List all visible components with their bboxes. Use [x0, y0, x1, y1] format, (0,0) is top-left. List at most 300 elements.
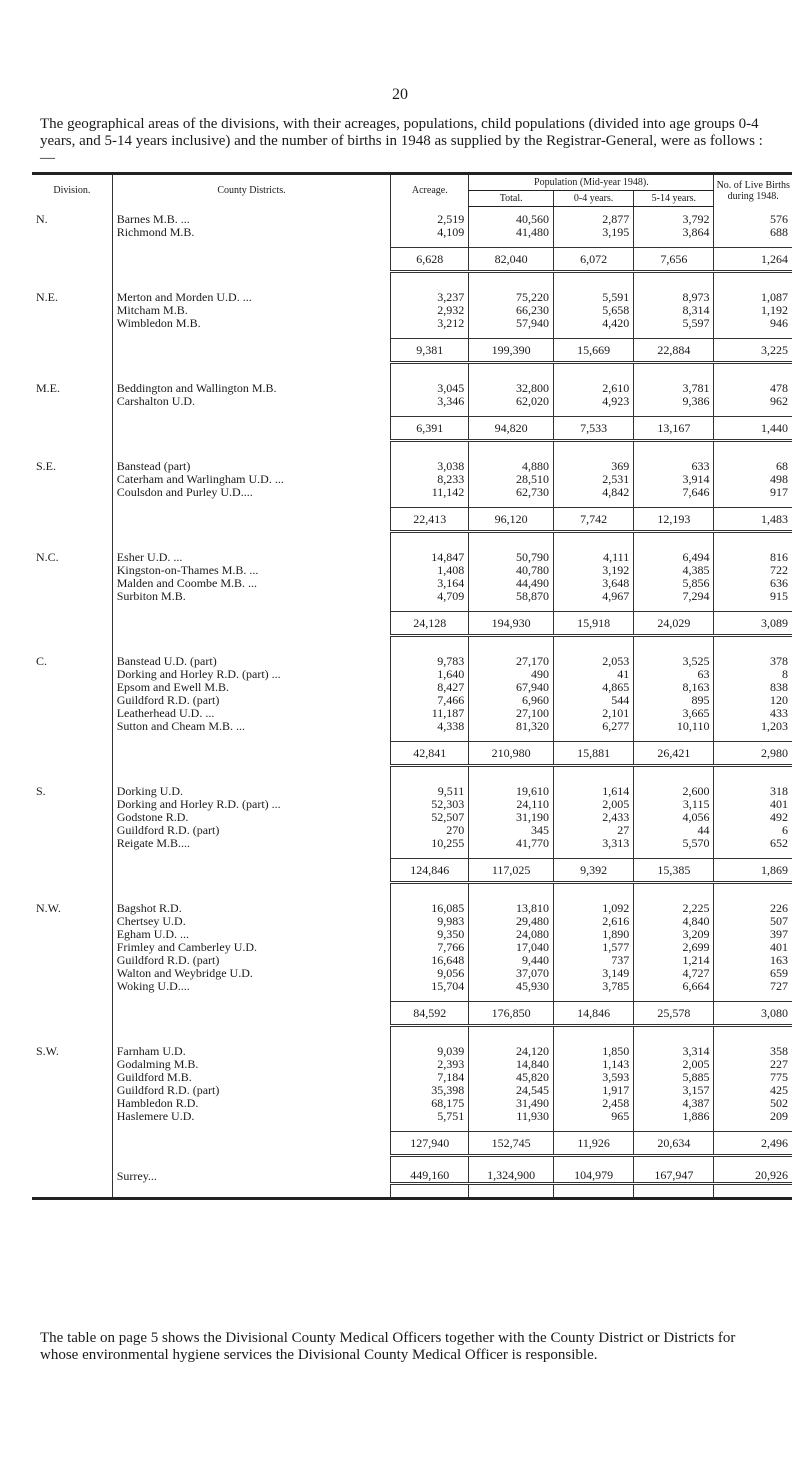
- subtotal-total: 152,745: [469, 1132, 554, 1156]
- blank-cell: [391, 363, 469, 377]
- district-cell: Guildford R.D. (part): [112, 1084, 391, 1097]
- acreage-cell: 9,056: [391, 967, 469, 980]
- blank-cell: [32, 508, 112, 532]
- total-cell: 32,800: [469, 376, 554, 395]
- total-cell: 24,110: [469, 798, 554, 811]
- grand-total-row: [32, 1169, 792, 1184]
- district-cell: Beddington and Wallington M.B.: [112, 376, 391, 395]
- total-cell: 44,490: [469, 577, 554, 590]
- births-cell: 915: [714, 590, 792, 603]
- subtotal-births: 3,225: [714, 339, 792, 363]
- blank-cell: [391, 441, 469, 455]
- acreage-cell: 9,511: [391, 779, 469, 798]
- age-0-4-cell: 965: [553, 1110, 633, 1123]
- age-5-14-cell: 3,665: [634, 707, 714, 720]
- births-cell: 8: [714, 668, 792, 681]
- blank-cell: [634, 603, 714, 612]
- births-cell: 688: [714, 226, 792, 239]
- district-cell: Chertsey U.D.: [112, 915, 391, 928]
- age-0-4-cell: 3,648: [553, 577, 633, 590]
- division-cell: [32, 668, 112, 681]
- blank-cell: [469, 850, 554, 859]
- division-cell: [32, 577, 112, 590]
- births-cell: 1,203: [714, 720, 792, 733]
- table-row: [32, 980, 792, 993]
- blank-cell: [714, 1123, 792, 1132]
- blank-cell: [391, 1156, 469, 1170]
- blank-cell: [32, 499, 112, 508]
- blank-cell: [469, 1026, 554, 1040]
- blank-cell: [714, 363, 792, 377]
- blank-cell: [32, 1026, 112, 1040]
- subtotal-row: [32, 508, 792, 532]
- table-row: [32, 824, 792, 837]
- blank-cell: [469, 239, 554, 248]
- acreage-cell: 68,175: [391, 1097, 469, 1110]
- acreage-cell: 10,255: [391, 837, 469, 850]
- subtotal-births: 3,089: [714, 612, 792, 636]
- table-row: [32, 486, 792, 499]
- subtotal-total: 210,980: [469, 742, 554, 766]
- table-row: [32, 1084, 792, 1097]
- header-age-5-14: 5-14 years.: [634, 191, 714, 207]
- age-0-4-cell: 1,614: [553, 779, 633, 798]
- division-cell: [32, 954, 112, 967]
- division-cell: S.E.: [36, 459, 57, 473]
- subtotal-births: 1,483: [714, 508, 792, 532]
- blank-cell: [32, 363, 112, 377]
- district-cell: Merton and Morden U.D. ...: [112, 285, 391, 304]
- district-cell: Kingston-on-Thames M.B. ...: [112, 564, 391, 577]
- blank-cell: [634, 1184, 714, 1199]
- header-total: Total.: [469, 191, 554, 207]
- header-division: Division.: [32, 174, 112, 207]
- acreage-cell: 9,039: [391, 1039, 469, 1058]
- age-5-14-cell: 44: [634, 824, 714, 837]
- subtotal-row: [32, 417, 792, 441]
- blank-cell: [634, 239, 714, 248]
- division-cell: S.: [36, 784, 46, 798]
- blank-cell: [32, 1123, 112, 1132]
- births-cell: 401: [714, 941, 792, 954]
- district-cell: Caterham and Warlingham U.D. ...: [112, 473, 391, 486]
- age-0-4-cell: 737: [553, 954, 633, 967]
- births-cell: 397: [714, 928, 792, 941]
- blank-cell: [553, 733, 633, 742]
- division-cell: [32, 941, 112, 954]
- blank-cell: [32, 859, 112, 883]
- table-row: [32, 577, 792, 590]
- blank-cell: [32, 1132, 112, 1156]
- total-cell: 40,780: [469, 564, 554, 577]
- table-row: [32, 395, 792, 408]
- age-5-14-cell: 8,163: [634, 681, 714, 694]
- age-5-14-cell: 4,056: [634, 811, 714, 824]
- division-cell: [32, 915, 112, 928]
- blank-cell: [714, 330, 792, 339]
- blank-cell: [32, 417, 112, 441]
- blank-cell: [32, 1184, 112, 1199]
- table-row: [32, 226, 792, 239]
- total-cell: 4,880: [469, 454, 554, 473]
- spacer-row: [32, 408, 792, 417]
- total-cell: 28,510: [469, 473, 554, 486]
- blank-cell: [32, 733, 112, 742]
- acreage-cell: 9,983: [391, 915, 469, 928]
- division-cell: [32, 486, 112, 499]
- grand-total-label: Surrey...: [112, 1169, 391, 1184]
- acreage-cell: 3,237: [391, 285, 469, 304]
- total-cell: 57,940: [469, 317, 554, 330]
- blank-cell: [714, 993, 792, 1002]
- age-0-4-cell: 5,591: [553, 285, 633, 304]
- subtotal-acreage: 24,128: [391, 612, 469, 636]
- births-cell: 6: [714, 824, 792, 837]
- blank-cell: [32, 766, 112, 780]
- blank-cell: [32, 330, 112, 339]
- division-cell: N.: [36, 211, 48, 226]
- total-cell: 24,120: [469, 1039, 554, 1058]
- blank-cell: [391, 272, 469, 286]
- blank-cell: [469, 993, 554, 1002]
- blank-cell: [714, 1156, 792, 1170]
- acreage-cell: 9,350: [391, 928, 469, 941]
- table-row: [32, 694, 792, 707]
- blank-cell: [634, 408, 714, 417]
- age-5-14-cell: 4,840: [634, 915, 714, 928]
- header-age-0-4: 0-4 years.: [553, 191, 633, 207]
- subtotal-row: [32, 248, 792, 272]
- age-5-14-cell: 895: [634, 694, 714, 707]
- blank-cell: [391, 408, 469, 417]
- division-cell: M.E.: [36, 381, 60, 395]
- blank-cell: [553, 1156, 633, 1170]
- division-cell: [32, 707, 112, 720]
- blank-cell: [391, 1123, 469, 1132]
- births-cell: 401: [714, 798, 792, 811]
- subtotal-age-5-14: 26,421: [634, 742, 714, 766]
- acreage-cell: 52,303: [391, 798, 469, 811]
- age-5-14-cell: 10,110: [634, 720, 714, 733]
- total-cell: 24,080: [469, 928, 554, 941]
- subtotal-total: 194,930: [469, 612, 554, 636]
- blank-cell: [391, 1026, 469, 1040]
- blank-cell: [469, 603, 554, 612]
- division-cell: C.: [36, 654, 48, 668]
- subtotal-row: [32, 742, 792, 766]
- division-cell: [32, 811, 112, 824]
- grand-total-age-0-4: 104,979: [553, 1169, 633, 1184]
- district-cell: Banstead U.D. (part): [112, 649, 391, 668]
- division-cell: S.W.: [36, 1044, 59, 1058]
- acreage-cell: 11,142: [391, 486, 469, 499]
- age-0-4-cell: 2,433: [553, 811, 633, 824]
- blank-cell: [634, 636, 714, 650]
- district-cell: Godstone R.D.: [112, 811, 391, 824]
- subtotal-age-0-4: 15,918: [553, 612, 633, 636]
- header-county-districts: County Districts.: [112, 174, 391, 207]
- blank-cell: [112, 1123, 391, 1132]
- blank-cell: [112, 636, 391, 650]
- total-cell: 62,730: [469, 486, 554, 499]
- subtotal-row: [32, 859, 792, 883]
- blank-cell: [634, 1156, 714, 1170]
- age-0-4-cell: 1,850: [553, 1039, 633, 1058]
- acreage-cell: 14,847: [391, 545, 469, 564]
- births-cell: 163: [714, 954, 792, 967]
- blank-cell: [391, 499, 469, 508]
- acreage-cell: 2,519: [391, 207, 469, 227]
- age-0-4-cell: 3,195: [553, 226, 633, 239]
- subtotal-age-0-4: 11,926: [553, 1132, 633, 1156]
- table-row: [32, 941, 792, 954]
- district-cell: Egham U.D. ...: [112, 928, 391, 941]
- births-cell: 120: [714, 694, 792, 707]
- table-row: [32, 954, 792, 967]
- subtotal-births: 3,080: [714, 1002, 792, 1026]
- total-cell: 19,610: [469, 779, 554, 798]
- district-cell: Sutton and Cheam M.B. ...: [112, 720, 391, 733]
- blank-cell: [553, 883, 633, 897]
- age-0-4-cell: 3,785: [553, 980, 633, 993]
- table-row: [32, 1058, 792, 1071]
- blank-cell: [469, 499, 554, 508]
- division-cell: [32, 1110, 112, 1123]
- blank-cell: [553, 1123, 633, 1132]
- blank-cell: [32, 272, 112, 286]
- births-cell: 433: [714, 707, 792, 720]
- subtotal-total: 96,120: [469, 508, 554, 532]
- table-row: [32, 649, 792, 668]
- blank-cell: [391, 993, 469, 1002]
- blank-cell: [112, 248, 391, 272]
- division-cell: N.W.: [36, 901, 61, 915]
- district-cell: Banstead (part): [112, 454, 391, 473]
- age-0-4-cell: 4,967: [553, 590, 633, 603]
- births-cell: 358: [714, 1039, 792, 1058]
- division-cell: [32, 967, 112, 980]
- division-cell: [32, 473, 112, 486]
- blank-cell: [634, 363, 714, 377]
- age-5-14-cell: 633: [634, 454, 714, 473]
- table-row: [32, 1097, 792, 1110]
- outro-paragraph: The table on page 5 shows the Divisional County Medical Officers together with the County District or Districts for whose environmental hygiene services the Divisional County Medical Officer is responsible.: [40, 1330, 736, 1363]
- spacer-row: [32, 330, 792, 339]
- table-row: [32, 707, 792, 720]
- acreage-cell: 7,184: [391, 1071, 469, 1084]
- district-cell: Mitcham M.B.: [112, 304, 391, 317]
- births-cell: 209: [714, 1110, 792, 1123]
- division-cell: [32, 980, 112, 993]
- acreage-cell: 16,085: [391, 896, 469, 915]
- births-cell: 226: [714, 896, 792, 915]
- subtotal-age-5-14: 20,634: [634, 1132, 714, 1156]
- rule-row: [32, 1026, 792, 1040]
- blank-cell: [112, 742, 391, 766]
- table-row: [32, 564, 792, 577]
- blank-cell: [112, 993, 391, 1002]
- rule-row: [32, 766, 792, 780]
- blank-cell: [112, 499, 391, 508]
- blank-cell: [714, 239, 792, 248]
- blank-cell: [391, 239, 469, 248]
- age-0-4-cell: 5,658: [553, 304, 633, 317]
- table-row: [32, 798, 792, 811]
- age-0-4-cell: 3,313: [553, 837, 633, 850]
- age-0-4-cell: 4,111: [553, 545, 633, 564]
- spacer-row: [32, 499, 792, 508]
- blank-cell: [112, 1002, 391, 1026]
- subtotal-births: 2,496: [714, 1132, 792, 1156]
- subtotal-births: 1,440: [714, 417, 792, 441]
- table-row: [32, 376, 792, 395]
- district-cell: Woking U.D....: [112, 980, 391, 993]
- blank-cell: [32, 883, 112, 897]
- age-0-4-cell: 2,053: [553, 649, 633, 668]
- acreage-cell: 3,164: [391, 577, 469, 590]
- rule-row: [32, 883, 792, 897]
- total-cell: 11,930: [469, 1110, 554, 1123]
- blank-cell: [469, 883, 554, 897]
- blank-cell: [112, 766, 391, 780]
- total-cell: 50,790: [469, 545, 554, 564]
- district-cell: Guildford M.B.: [112, 1071, 391, 1084]
- acreage-cell: 8,233: [391, 473, 469, 486]
- district-cell: Reigate M.B....: [112, 837, 391, 850]
- age-0-4-cell: 41: [553, 668, 633, 681]
- blank-cell: [112, 239, 391, 248]
- total-cell: 81,320: [469, 720, 554, 733]
- division-cell: [32, 1071, 112, 1084]
- table-row: [32, 545, 792, 564]
- subtotal-births: 1,869: [714, 859, 792, 883]
- total-cell: 27,100: [469, 707, 554, 720]
- total-cell: 13,810: [469, 896, 554, 915]
- blank-cell: [32, 612, 112, 636]
- age-0-4-cell: 544: [553, 694, 633, 707]
- table-row: [32, 454, 792, 473]
- blank-cell: [112, 1156, 391, 1170]
- table-row: [32, 681, 792, 694]
- blank-cell: [32, 532, 112, 546]
- blank-cell: [469, 272, 554, 286]
- division-cell: [32, 928, 112, 941]
- table-row: [32, 473, 792, 486]
- blank-cell: [634, 766, 714, 780]
- total-cell: 29,480: [469, 915, 554, 928]
- acreage-cell: 3,346: [391, 395, 469, 408]
- page-number: 20: [392, 86, 408, 103]
- blank-cell: [469, 1123, 554, 1132]
- blank-cell: [553, 330, 633, 339]
- age-5-14-cell: 9,386: [634, 395, 714, 408]
- blank-cell: [553, 603, 633, 612]
- age-5-14-cell: 2,225: [634, 896, 714, 915]
- age-0-4-cell: 27: [553, 824, 633, 837]
- table-row: [32, 915, 792, 928]
- blank-cell: [469, 1184, 554, 1199]
- blank-cell: [553, 499, 633, 508]
- age-5-14-cell: 3,864: [634, 226, 714, 239]
- subtotal-age-5-14: 25,578: [634, 1002, 714, 1026]
- births-cell: 227: [714, 1058, 792, 1071]
- blank-cell: [714, 1026, 792, 1040]
- subtotal-age-0-4: 7,533: [553, 417, 633, 441]
- total-cell: 45,930: [469, 980, 554, 993]
- total-cell: 31,490: [469, 1097, 554, 1110]
- division-cell: [32, 1084, 112, 1097]
- blank-cell: [112, 330, 391, 339]
- blank-cell: [391, 1184, 469, 1199]
- births-cell: 722: [714, 564, 792, 577]
- district-cell: Guildford R.D. (part): [112, 954, 391, 967]
- blank-cell: [391, 603, 469, 612]
- acreage-cell: 3,212: [391, 317, 469, 330]
- blank-cell: [32, 742, 112, 766]
- blank-cell: [112, 417, 391, 441]
- rule-row: [32, 441, 792, 455]
- subtotal-row: [32, 1132, 792, 1156]
- births-cell: 425: [714, 1084, 792, 1097]
- blank-cell: [112, 883, 391, 897]
- division-cell: [32, 837, 112, 850]
- age-0-4-cell: 1,143: [553, 1058, 633, 1071]
- births-cell: 652: [714, 837, 792, 850]
- table-row: [32, 896, 792, 915]
- division-cell: [32, 317, 112, 330]
- total-cell: 6,960: [469, 694, 554, 707]
- births-cell: 1,087: [714, 285, 792, 304]
- blank-cell: [391, 636, 469, 650]
- division-cell: [32, 395, 112, 408]
- blank-cell: [112, 1184, 391, 1199]
- table-end-row: [32, 1184, 792, 1199]
- table-row: [32, 811, 792, 824]
- subtotal-age-5-14: 22,884: [634, 339, 714, 363]
- district-cell: Malden and Coombe M.B. ...: [112, 577, 391, 590]
- blank-cell: [469, 766, 554, 780]
- blank-cell: [553, 239, 633, 248]
- division-cell: [32, 824, 112, 837]
- subtotal-age-0-4: 14,846: [553, 1002, 633, 1026]
- rule-row: [32, 636, 792, 650]
- age-5-14-cell: 4,727: [634, 967, 714, 980]
- subtotal-age-0-4: 15,669: [553, 339, 633, 363]
- total-cell: 14,840: [469, 1058, 554, 1071]
- blank-cell: [553, 766, 633, 780]
- blank-cell: [714, 408, 792, 417]
- age-5-14-cell: 5,856: [634, 577, 714, 590]
- blank-cell: [32, 1156, 112, 1170]
- acreage-cell: 4,709: [391, 590, 469, 603]
- age-5-14-cell: 6,664: [634, 980, 714, 993]
- blank-cell: [112, 1026, 391, 1040]
- blank-cell: [634, 441, 714, 455]
- age-0-4-cell: 4,923: [553, 395, 633, 408]
- subtotal-age-0-4: 9,392: [553, 859, 633, 883]
- grand-total-births: 20,926: [714, 1169, 792, 1184]
- blank-cell: [391, 766, 469, 780]
- blank-cell: [469, 363, 554, 377]
- division-cell: [32, 590, 112, 603]
- spacer-row: [32, 733, 792, 742]
- blank-cell: [634, 499, 714, 508]
- subtotal-total: 199,390: [469, 339, 554, 363]
- total-cell: 31,190: [469, 811, 554, 824]
- division-cell: [32, 564, 112, 577]
- blank-cell: [32, 850, 112, 859]
- blank-cell: [553, 408, 633, 417]
